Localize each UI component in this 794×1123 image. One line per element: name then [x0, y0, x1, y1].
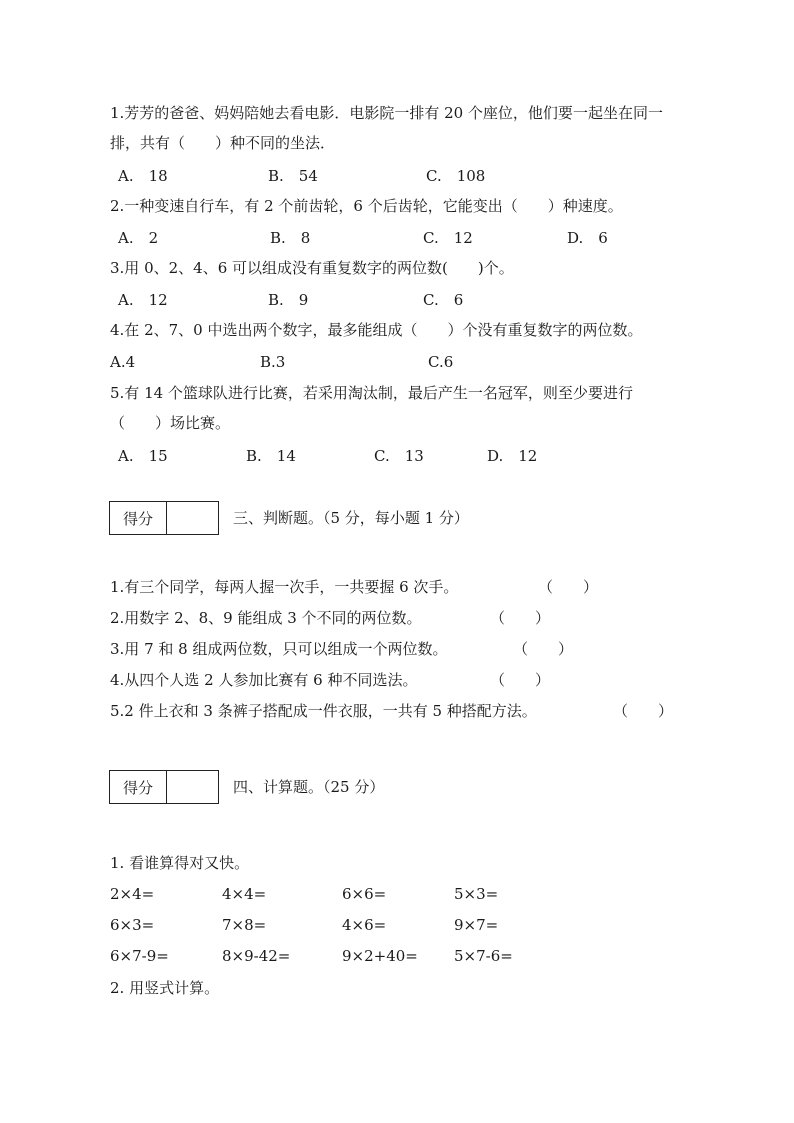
- question-4: 4.在 2、7、0 中选出两个数字，最多能组成（ ）个没有重复数字的两位数。: [110, 321, 643, 339]
- calc-row: [110, 946, 710, 966]
- judge-item: [110, 577, 710, 597]
- question-3: 3.用 0、2、4、6 可以组成没有重复数字的两位数( )个。: [110, 259, 514, 277]
- option-b: B. 14: [246, 447, 296, 465]
- question-2-options: [118, 228, 718, 248]
- option-a: A. 18: [118, 167, 168, 185]
- score-label: 得分: [110, 502, 167, 534]
- section-heading: 三、判断题。（5 分，每小题 1 分）: [233, 509, 469, 527]
- option-a: A.4: [110, 353, 136, 371]
- option-c: C. 13: [374, 447, 424, 465]
- judge-text: 5.2 件上衣和 3 条裤子搭配成一件衣服，一共有 5 种搭配方法。: [110, 702, 537, 720]
- calc-expr: 7×8=: [222, 916, 267, 934]
- option-a: A. 15: [118, 447, 168, 465]
- answer-paren: （ ）: [490, 671, 551, 689]
- calc-expr: 4×6=: [342, 916, 387, 934]
- calc-expr: 2×4=: [110, 885, 155, 903]
- calc-expr: 4×4=: [222, 885, 267, 903]
- calc-row: [110, 915, 710, 935]
- answer-paren: （ ）: [490, 609, 551, 627]
- question-5-line-2: （ ）场比赛。: [110, 414, 231, 432]
- answer-paren: （ ）: [538, 578, 599, 596]
- score-label: 得分: [110, 771, 167, 803]
- judge-item: [110, 639, 710, 659]
- question-1-line-1: 1.芳芳的爸爸、妈妈陪她去看电影．电影院一排有 20 个座位，他们要一起坐在同一: [110, 104, 663, 122]
- question-5-line-1: 5.有 14 个篮球队进行比赛，若采用淘汰制，最后产生一名冠军，则至少要进行: [110, 384, 633, 402]
- judge-text: 3.用 7 和 8 组成两位数，只可以组成一个两位数。: [110, 640, 448, 658]
- judge-item: [110, 608, 710, 628]
- option-c: C. 12: [423, 229, 473, 247]
- score-box: [109, 501, 219, 535]
- option-d: D. 12: [487, 447, 538, 465]
- calc-subheading-2: 2. 用竖式计算。: [110, 979, 220, 997]
- option-d: D. 6: [567, 229, 608, 247]
- calc-expr: 6×7-9=: [110, 947, 169, 965]
- judge-text: 4.从四个人选 2 人参加比赛有 6 种不同选法。: [110, 671, 418, 689]
- option-c: C. 6: [423, 291, 464, 309]
- option-b: B. 8: [270, 229, 311, 247]
- option-c: C. 108: [426, 167, 486, 185]
- calc-expr: 6×3=: [110, 916, 155, 934]
- calc-expr: 6×6=: [342, 885, 387, 903]
- question-4-options: [110, 352, 710, 372]
- score-blank: [167, 502, 218, 534]
- judge-text: 2.用数字 2、8、9 能组成 3 个不同的两位数。: [110, 609, 422, 627]
- option-a: A. 2: [118, 229, 159, 247]
- score-box: [109, 770, 219, 804]
- option-a: A. 12: [118, 291, 168, 309]
- calc-row: [110, 884, 710, 904]
- option-b: B. 9: [268, 291, 309, 309]
- calc-subheading-1: 1. 看谁算得对又快。: [110, 854, 250, 872]
- question-1-options: [118, 166, 718, 186]
- question-5-options: [118, 446, 718, 466]
- question-1-line-2: 排，共有（ ）种不同的坐法．: [110, 134, 336, 152]
- calc-expr: 9×7=: [454, 916, 499, 934]
- calc-expr: 8×9-42=: [222, 947, 291, 965]
- judge-item: [110, 701, 710, 721]
- question-3-options: [118, 290, 718, 310]
- section-heading: 四、计算题。（25 分）: [233, 778, 385, 796]
- calc-expr: 5×3=: [454, 885, 499, 903]
- answer-paren: （ ）: [513, 640, 574, 658]
- option-b: B. 54: [268, 167, 318, 185]
- score-blank: [167, 771, 218, 803]
- calc-expr: 5×7-6=: [454, 947, 513, 965]
- answer-paren: （ ）: [613, 702, 674, 720]
- calc-expr: 9×2+40=: [342, 947, 418, 965]
- question-2: 2.一种变速自行车，有 2 个前齿轮，6 个后齿轮，它能变出（ ）种速度。: [110, 197, 623, 215]
- judge-text: 1.有三个同学，每两人握一次手，一共要握 6 次手。: [110, 578, 459, 596]
- option-b: B.3: [260, 353, 286, 371]
- option-c: C.6: [428, 353, 454, 371]
- judge-item: [110, 670, 710, 690]
